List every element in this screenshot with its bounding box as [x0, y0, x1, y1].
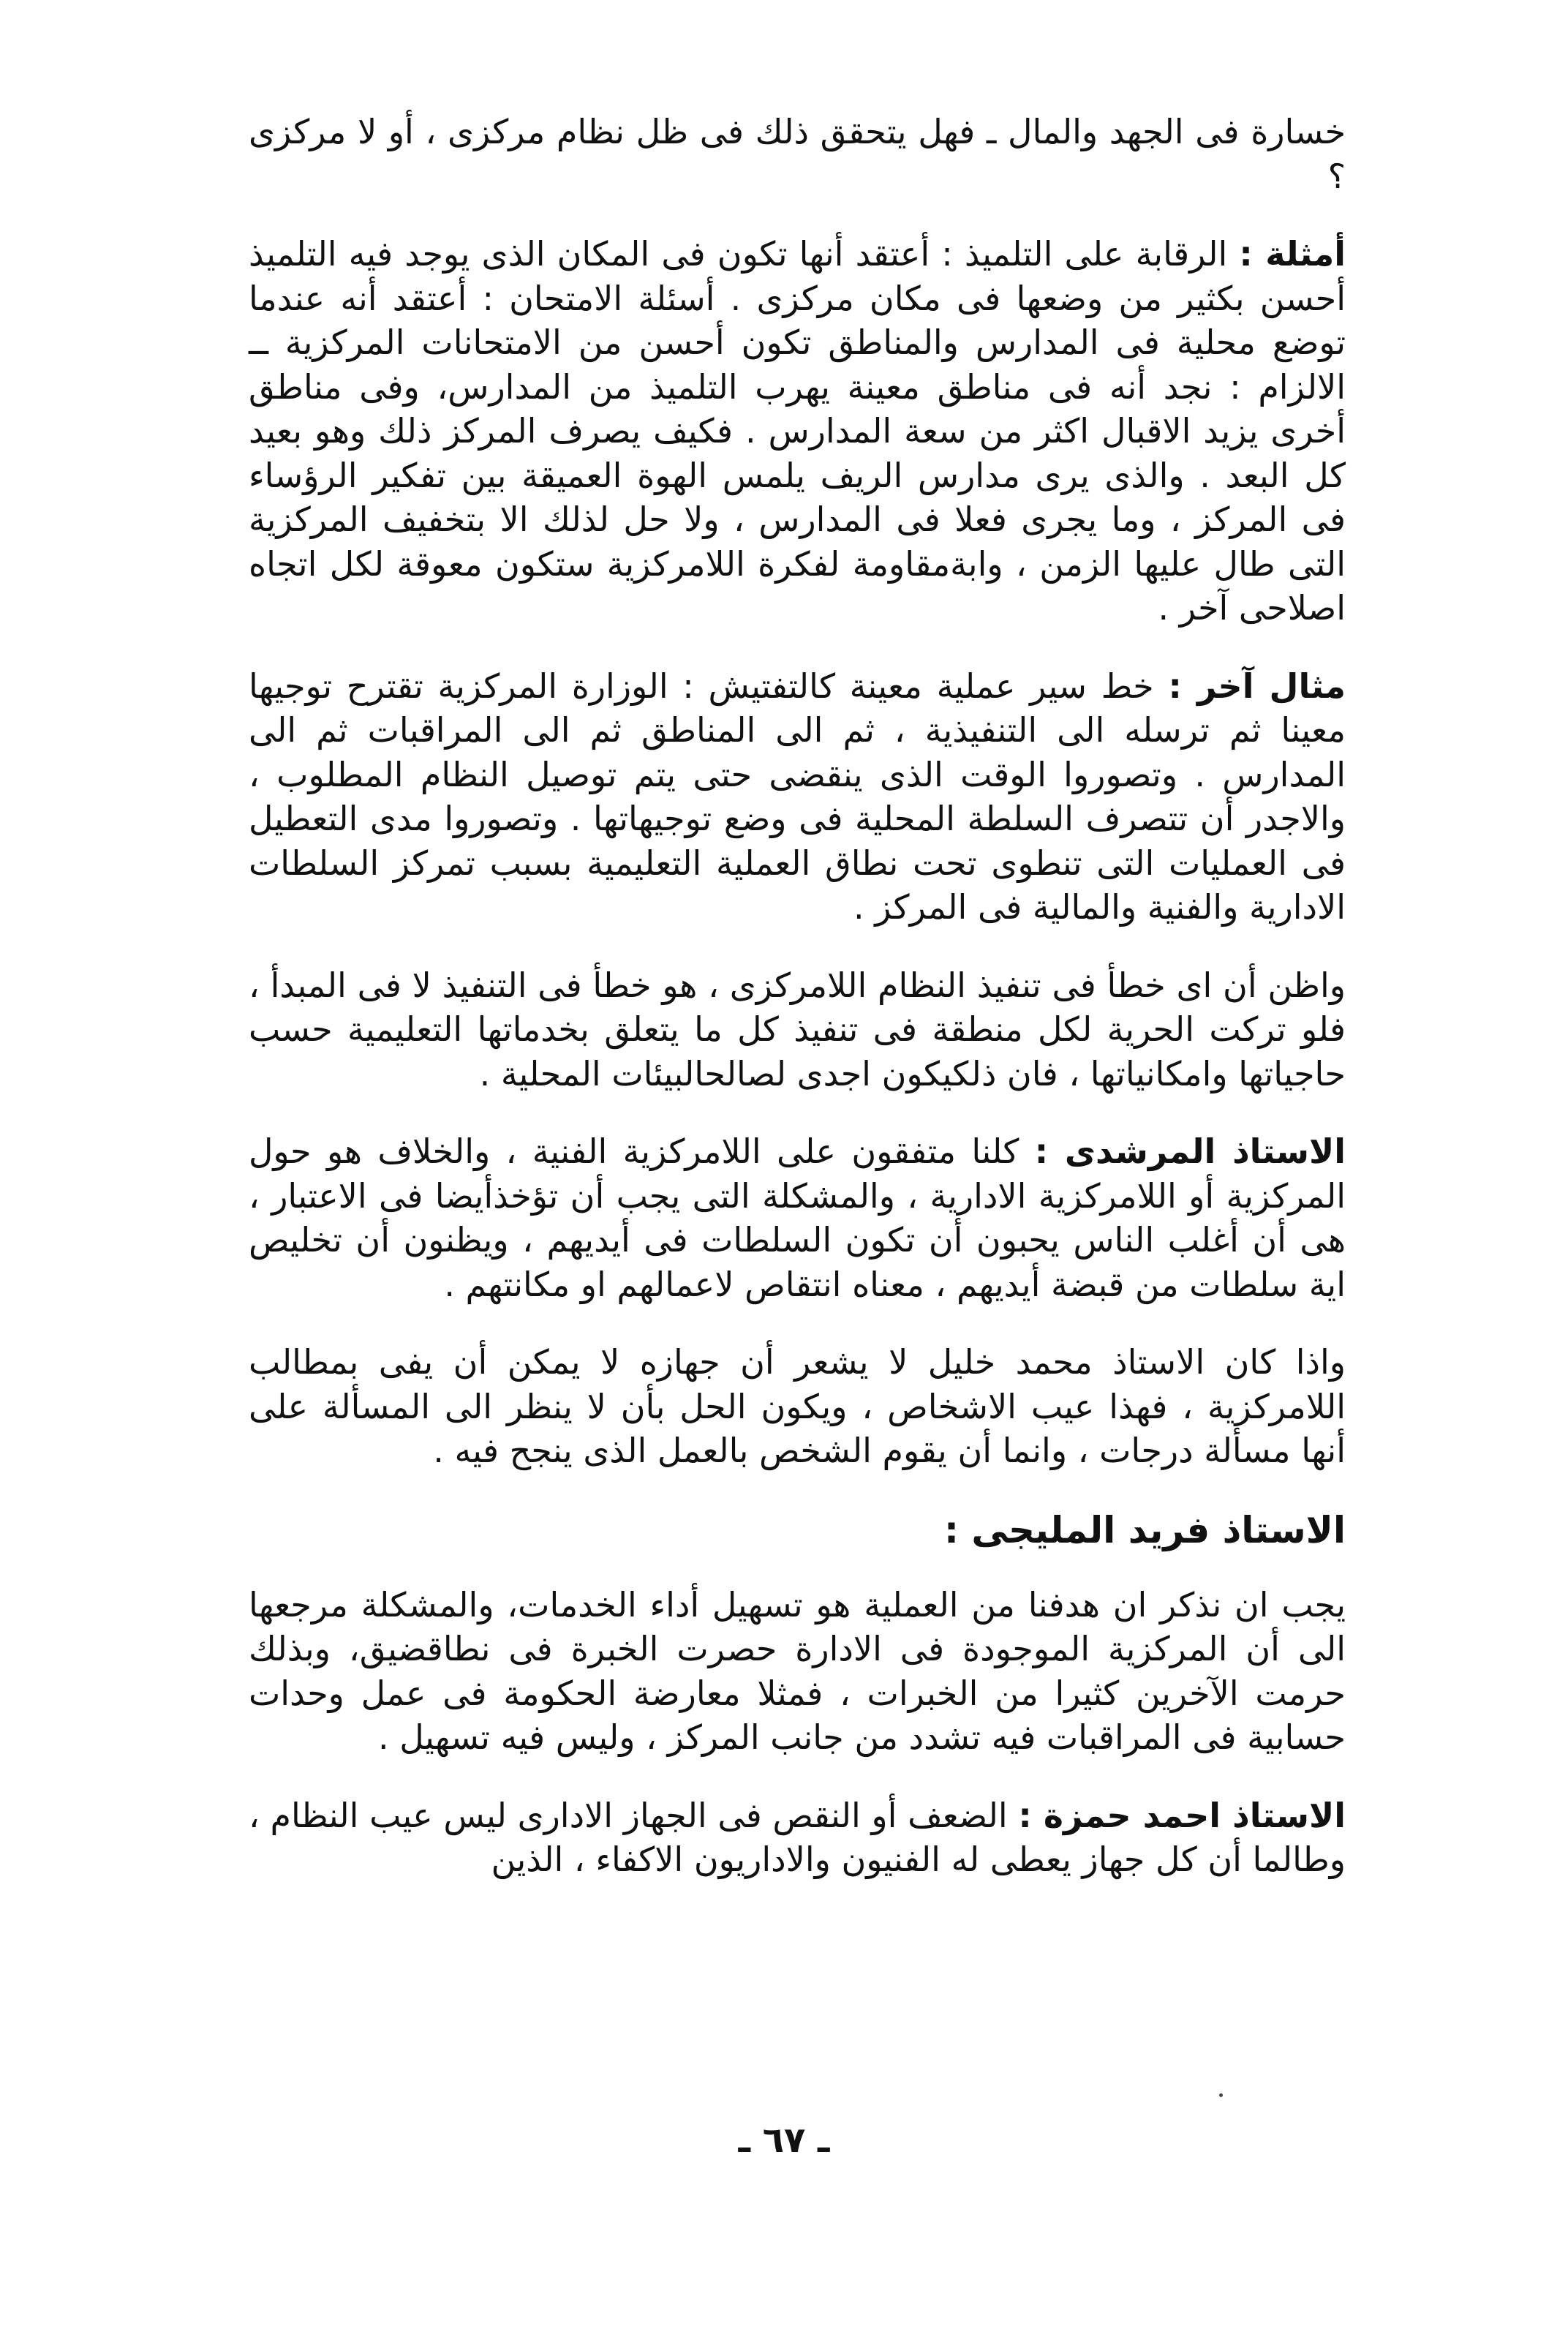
paragraph-almorshidy [249, 1129, 1346, 1306]
paragraph-text: خط سير عملية معينة كالتفتيش : الوزارة المركزية تقترح توجيها معينا ثم ترسله الى التنفيذية ، ثم الى المناطق ثم الى المراقبات ثم الى المدارس . وتصوروا الوقت الذى ينقضى حتى يتم توصيل النظام المطلوب ، والاجدر أن تتصرف السلطة المحلية فى وضع توجيهاتها . وتصوروا مدى التعطيل فى العمليات التى تنطوى تحت نطاق العملية التعليمية بسبب تمركز السلطات الادارية والفنية والمالية فى المركز . [249, 666, 1346, 927]
speaker-name: الاستاذ احمد حمزة : [1018, 1795, 1346, 1835]
paragraph-mohamed-khalil [249, 1340, 1346, 1473]
paragraph-text: الرقابة على التلميذ : أعتقد أنها تكون فى المكان الذى يوجد فيه التلميذ أحسن بكثير من وضعها فى مكان مركزى . أسئلة الامتحان : أعتقد أنه عندما توضع محلية فى المدارس والمناطق تكون أحسن من الامتحانات المركزية ــ الالزام : نجد أنه فى مناطق معينة يهرب التلميذ من المدارس، وفى مناطق أخرى يزيد الاقبال اكثر من سعة المدارس . فكيف يصرف المركز ذلك وهو بعيد كل البعد . والذى يرى مدارس الريف يلمس الهوة العميقة بين تفكير الرؤساء فى المركز ، وما يجرى فعلا فى المدارس ، ولا حل لذلك الا بتخفيف المركزية التى طال عليها الزمن ، وابةمقاومة لفكرة اللامركزية ستكون معوقة لكل اتجاه اصلاحى آخر . [249, 234, 1346, 628]
page-number: ـ ٦٧ ـ [738, 2120, 830, 2161]
paragraph-examples [249, 232, 1346, 631]
paragraph-ahmed-hamza [249, 1793, 1346, 1882]
section-heading-speaker: الاستاذ فريد المليجى : [944, 1508, 1346, 1551]
paragraph-another-example [249, 664, 1346, 930]
paragraph-text: واظن أن اى خطأ فى تنفيذ النظام اللامركزى ، هو خطأ فى التنفيذ لا فى المبدأ ، فلو تركت الحرية لكل منطقة فى تنفيذ كل ما يتعلق بخدماتها التعليمية حسب حاجياتها وامكانياتها ، فان ذلكيكون اجدى لصالحالبيئات المحلية . [249, 965, 1346, 1094]
page-body [249, 110, 1346, 1916]
paragraph-text: كلنا متفقون على اللامركزية الفنية ، والخلاف هو حول المركزية أو اللامركزية الادارية ، والمشكلة التى يجب أن تؤخذأيضا فى الاعتبار ، هى أن أغلب الناس يحبون أن تكون السلطات فى أيديهم ، ويظنون أن تخليص اية سلطات من قبضة أيديهم ، معناه انتقاص لاعمالهم او مكانتهم . [249, 1132, 1346, 1304]
paragraph-text: الضعف أو النقص فى الجهاز الادارى ليس عيب النظام ، وطالما أن كل جهاز يعطى له الفنيون والاداريون الاكفاء ، الذين [249, 1795, 1346, 1879]
paragraph-implementation-error [249, 963, 1346, 1096]
speaker-name: الاستاذ المرشدى : [1034, 1132, 1346, 1171]
paragraph-loss-question [249, 110, 1346, 198]
paragraph-text: يجب ان نذكر ان هدفنا من العملية هو تسهيل أداء الخدمات، والمشكلة مرجعها الى أن المركزية الموجودة فى الادارة حصرت الخبرة فى نطاقضيق، وبذلك حرمت الآخرين كثيرا من الخبرات ، فمثلا معارضة الحكومة فى عمل وحدات حسابية فى المراقبات فيه تشدد من جانب المركز ، وليس فيه تسهيل . [249, 1584, 1346, 1757]
paragraph-facilitation [249, 1583, 1346, 1760]
paragraph-lead: أمثلة : [1239, 234, 1346, 274]
paragraph-lead: مثال آخر : [1168, 666, 1346, 706]
paragraph-text: واذا كان الاستاذ محمد خليل لا يشعر أن جهازه لا يمكن أن يفى بمطالب اللامركزية ، فهذا عيب الاشخاص ، ويكون الحل بأن لا ينظر الى المسألة على أنها مسألة درجات ، وانما أن يقوم الشخص بالعمل الذى ينجح فيه . [249, 1342, 1346, 1470]
paragraph-text: خسارة فى الجهد والمال ـ فهل يتحقق ذلك فى ظل نظام مركزى ، أو لا مركزى ؟ [249, 112, 1346, 196]
scan-speck [1219, 2093, 1223, 2097]
